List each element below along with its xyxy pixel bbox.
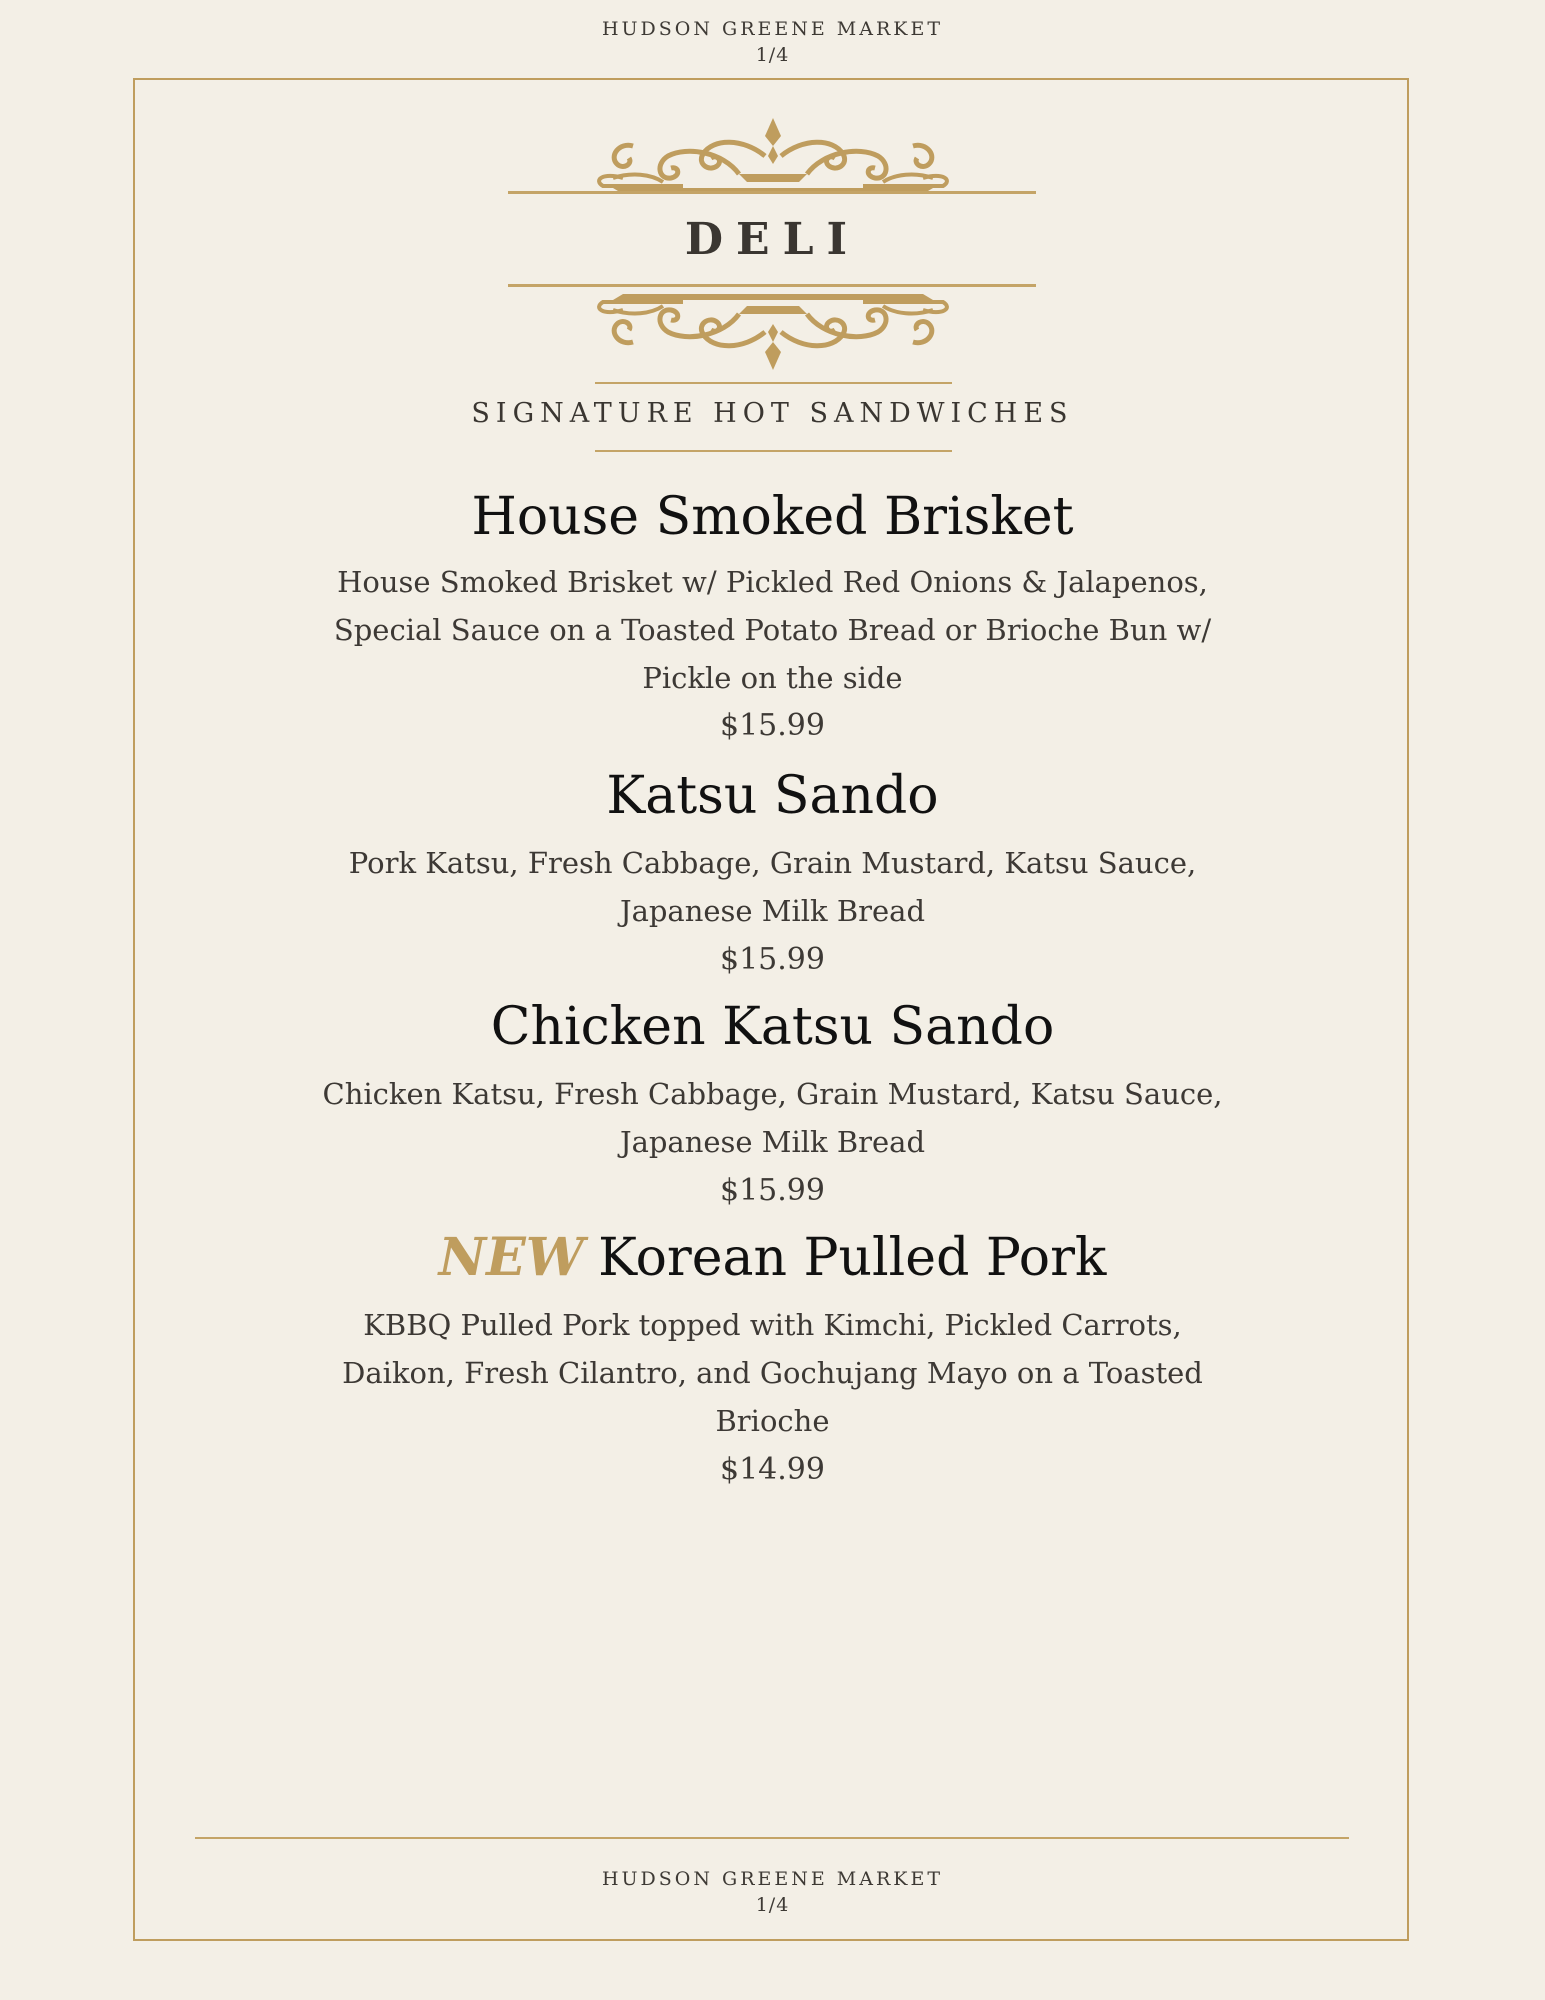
running-footer: [0, 1866, 1545, 1918]
subheading-bottom-rule: [595, 450, 952, 452]
menu-item-name: House Smoked Brisket: [471, 487, 1074, 547]
description-line: House Smoked Brisket w/ Pickled Red Onions & Jalapenos,: [337, 565, 1208, 599]
description-line: Pickle on the side: [642, 661, 903, 695]
menu-item-description: [0, 839, 1545, 935]
title-top-rule: [508, 191, 1036, 194]
menu-item-description: [0, 1070, 1545, 1166]
menu-item-description: [0, 1301, 1545, 1445]
menu-item-name: Korean Pulled Pork: [598, 1228, 1107, 1288]
description-line: Daikon, Fresh Cilantro, and Gochujang Mayo on a Toasted: [342, 1356, 1203, 1390]
menu-item-price: $15.99: [720, 1173, 825, 1208]
header-page-number: 1/4: [755, 44, 790, 66]
flourish-bottom-icon: [503, 290, 1043, 372]
description-line: Chicken Katsu, Fresh Cabbage, Grain Mustard, Katsu Sauce,: [322, 1077, 1223, 1111]
menu-item-name: Chicken Katsu Sando: [490, 997, 1055, 1057]
menu-item-price: $15.99: [720, 942, 825, 977]
title-bottom-rule: [508, 284, 1036, 287]
menu-item-description: [0, 558, 1545, 702]
footer-market-name: HUDSON GREENE MARKET: [601, 1868, 944, 1890]
flourish-top-icon: [503, 116, 1043, 198]
subheading-top-rule: [595, 382, 952, 384]
menu-item-name: Katsu Sando: [606, 766, 939, 826]
running-header: [0, 16, 1545, 68]
footer-page-number: 1/4: [755, 1894, 790, 1916]
description-line: Brioche: [715, 1404, 830, 1438]
description-line: Japanese Milk Bread: [619, 894, 926, 928]
footer-rule: [195, 1837, 1349, 1839]
description-line: Japanese Milk Bread: [619, 1125, 926, 1159]
description-line: KBBQ Pulled Pork topped with Kimchi, Pickled Carrots,: [363, 1308, 1182, 1342]
menu-item-name-row: [0, 1225, 1545, 1291]
bottom-ornament: [0, 290, 1545, 380]
header-market-name: HUDSON GREENE MARKET: [601, 18, 944, 40]
menu-item-price: $15.99: [720, 708, 825, 743]
description-line: Pork Katsu, Fresh Cabbage, Grain Mustard, Katsu Sauce,: [348, 846, 1197, 880]
new-badge: NEW: [438, 1227, 585, 1288]
description-line: Special Sauce on a Toasted Potato Bread or Brioche Bun w/: [333, 613, 1212, 647]
section-subheading: SIGNATURE HOT SANDWICHES: [471, 398, 1074, 429]
section-title: DELI: [684, 214, 861, 265]
menu-item-price: $14.99: [720, 1452, 825, 1487]
